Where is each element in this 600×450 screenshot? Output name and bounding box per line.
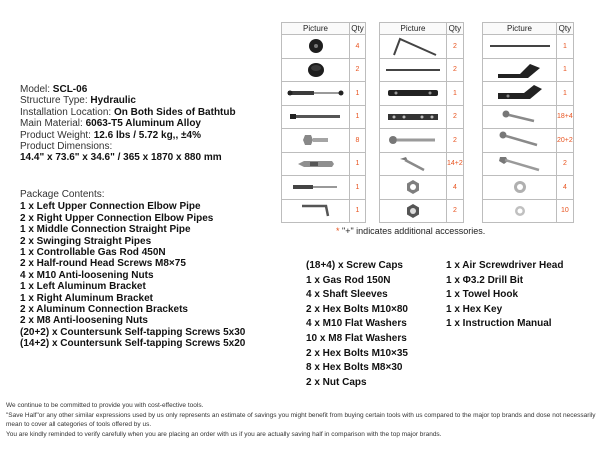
list-item: 1 x Gas Rod 150N (306, 274, 391, 286)
list-item: 4 x Shaft Sleeves (306, 289, 388, 301)
long-screw-icon (483, 129, 557, 153)
qty-cell: 2 (447, 199, 464, 223)
countersunk-screw-icon (380, 152, 447, 176)
qty-cell: 1 (350, 176, 366, 200)
list-item: 2 x Hex Bolts M10×80 (306, 303, 408, 315)
list-item: 4 x M10 Flat Washers (306, 318, 407, 330)
list-item: (20+2) x Countersunk Self-tapping Screws 5x30 (20, 326, 246, 338)
half-round-screw-icon (380, 129, 447, 153)
qty-cell: 2 (447, 58, 464, 82)
qty-cell: 2 (447, 129, 464, 153)
aluminum-bracket-icon (380, 82, 447, 106)
list-item: 4 x M10 Anti-loosening Nuts (20, 269, 154, 281)
hex-nut-icon (380, 176, 447, 200)
drill-bit-icon (282, 152, 350, 176)
list-item: 10 x M8 Flat Washers (306, 332, 407, 344)
spec-model: Model: SCL-06 (20, 84, 88, 95)
left-bracket-icon (483, 58, 557, 82)
flat-washer-icon (483, 176, 557, 200)
list-item: 1 x Φ3.2 Drill Bit (446, 274, 524, 286)
qty-cell: 1 (557, 58, 574, 82)
qty-cell: 20+2 (557, 129, 574, 153)
list-item: (14+2) x Countersunk Self-tapping Screws 5x20 (20, 338, 246, 350)
qty-cell: 2 (350, 58, 366, 82)
qty-cell: 1 (557, 82, 574, 106)
list-item: 8 x Hex Bolts M8×30 (306, 362, 403, 374)
header-qty: Qty (351, 24, 364, 33)
qty-cell: 2 (447, 35, 464, 59)
small-washer-icon (483, 199, 557, 223)
note-star: * (336, 226, 340, 236)
header-picture: Picture (380, 23, 447, 35)
spec-structure: Structure Type: Hydraulic (20, 95, 136, 107)
list-item: 2 x Right Upper Connection Elbow Pipes (20, 212, 214, 224)
header-qty: Qty (447, 23, 464, 35)
qty-cell: 2 (557, 152, 574, 176)
self-tapping-screw-icon (483, 105, 557, 129)
package-contents (20, 189, 245, 350)
qty-cell: 10 (557, 199, 574, 223)
header-qty: Qty (557, 23, 574, 35)
hex-key-icon (282, 199, 350, 223)
qty-cell: 4 (557, 176, 574, 200)
qty-cell: 2 (447, 105, 464, 129)
list-item: 1 x Air Screwdriver Head (446, 260, 564, 271)
parts-table-1 (281, 22, 366, 223)
qty-cell: 1 (350, 199, 366, 223)
spec-dimensions-value: 14.4" x 73.6" x 34.6" / 365 x 1870 x 880 mm (20, 152, 222, 164)
list-item: 2 x M8 Anti-loosening Nuts (20, 315, 148, 327)
package-contents-label: Package Contents: (20, 189, 105, 200)
elbow-pipe-icon (380, 35, 447, 59)
disclaimer-line: You are kindly reminded to verify carefully when you are placing an order with us if you are actually saving half in comparison with the top major brands. (6, 430, 442, 438)
qty-cell: 18+4 (557, 105, 574, 129)
list-item: 1 x Left Aluminum Bracket (20, 281, 146, 293)
list-item: 2 x Aluminum Connection Brackets (20, 304, 188, 316)
qty-cell: 1 (350, 82, 366, 106)
middle-pipe-icon (483, 35, 557, 59)
note-text: "+" indicates additional accessories. (342, 226, 486, 236)
header-picture: Picture (483, 23, 557, 35)
cap-cover-icon (282, 58, 350, 82)
disclaimer-line: "Save Half"or any other similar expressions used by us only represents an estimate of savings you might benefit from buying certain tools with us compared to the major top brands and dose not necessarily mean to cover all categories of tools offered by us. (6, 411, 596, 429)
list-item: 1 x Towel Hook (446, 289, 519, 301)
spec-installation: Installation Location: On Both Sides of Bathtub (20, 106, 236, 118)
qty-cell: 1 (350, 152, 366, 176)
list-item: 2 x Nut Caps (306, 376, 367, 388)
long-bolt-icon (483, 152, 557, 176)
qty-cell: 1 (447, 82, 464, 106)
list-item: 2 x Swinging Straight Pipes (20, 235, 152, 247)
additional-accessories-note (336, 226, 485, 236)
right-bracket-icon (483, 82, 557, 106)
hex-bolt-icon (282, 129, 350, 153)
round-cap-icon (282, 35, 350, 59)
qty-cell: 4 (447, 176, 464, 200)
list-item: 2 x Hex Bolts M10×35 (306, 347, 408, 359)
package-contents-col2 (306, 259, 408, 390)
nut-icon (380, 199, 447, 223)
connection-bracket-icon (380, 105, 447, 129)
spec-material: Main Material: 6063-T5 Aluminum Alloy (20, 118, 201, 130)
list-item: (18+4) x Screw Caps (306, 260, 403, 271)
qty-cell: 4 (350, 35, 366, 59)
list-item: 1 x Right Aluminum Bracket (20, 292, 153, 304)
spec-dimensions-label: Product Dimensions: (20, 141, 113, 153)
straight-pipe-icon (380, 58, 447, 82)
list-item: 1 x Hex Key (446, 303, 503, 315)
list-item: 1 x Middle Connection Straight Pipe (20, 224, 191, 236)
qty-cell: 8 (350, 129, 366, 153)
qty-cell: 1 (350, 105, 366, 129)
list-item: 1 x Left Upper Connection Elbow Pipe (20, 201, 201, 213)
shaft-sleeve-icon (282, 105, 350, 129)
drill-icon (282, 176, 350, 200)
product-specifications (20, 84, 236, 164)
list-item: 1 x Controllable Gas Rod 450N (20, 247, 166, 259)
header-picture: Picture (282, 23, 350, 35)
parts-table-2 (379, 22, 464, 223)
package-contents-col3 (446, 259, 563, 332)
spec-weight: Product Weight: 12.6 lbs / 5.72 kg,, ±4% (20, 129, 201, 141)
parts-table-3 (482, 22, 574, 223)
gas-rod-icon (282, 82, 350, 106)
list-item: 1 x Instruction Manual (446, 318, 552, 330)
qty-cell: 14+2 (447, 152, 464, 176)
disclaimer-line: We continue to be committed to provide you with cost-effective tools. (6, 402, 204, 409)
disclaimer (6, 401, 596, 439)
qty-cell: 1 (557, 35, 574, 59)
list-item: 2 x Half-round Head Screws M8×75 (20, 258, 186, 270)
